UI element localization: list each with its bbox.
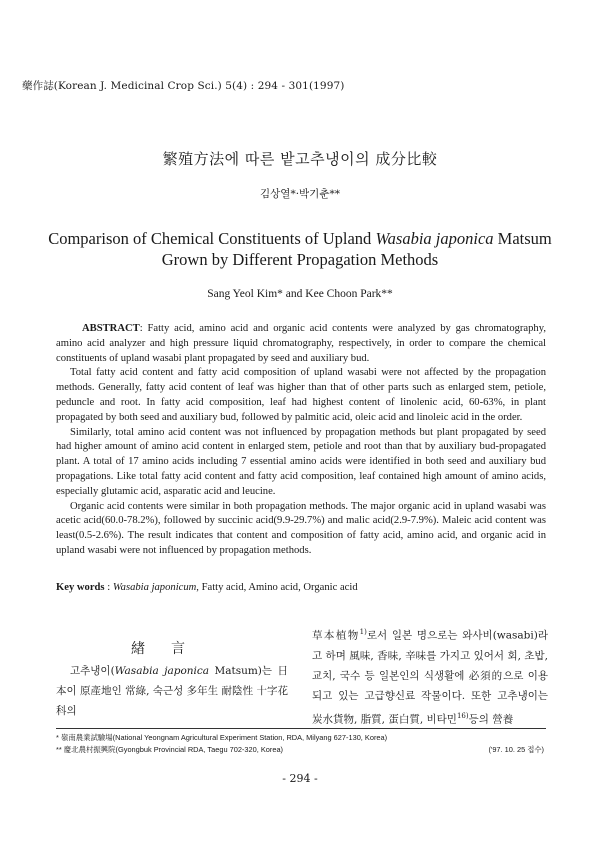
journal-reference: 藥作誌(Korean J. Medicinal Crop Sci.) 5(4) : 294 - 301(1997)	[22, 80, 345, 92]
english-authors: Sang Yeol Kim* and Kee Choon Park**	[207, 288, 393, 300]
intro-left-b: Matsum)는 日本이 原產地인 常綠, 숙근성 多年生 耐陰性 十字花科의	[56, 665, 288, 717]
received-date: ('97. 10. 25 접수)	[488, 745, 544, 754]
intro-right-c: 등의 營養	[468, 713, 514, 725]
abstract-p1-text: : Fatty acid, amino acid and organic acid contents were analyzed by gas chromatography, amino acid analyzer and high pressure liquid chromatography, respectively, in order to compare the chemical constituents of upland wasabi plant propagated by seed and auxiliary bud.	[56, 323, 546, 364]
english-title-species: Wasabia japonica	[375, 229, 494, 248]
citation-1: 1)	[359, 628, 367, 636]
intro-left-column	[56, 661, 288, 721]
intro-left-paragraph	[56, 661, 288, 721]
abstract	[56, 322, 546, 559]
page-number: - 294 -	[282, 772, 318, 785]
footnote-divider	[56, 728, 546, 729]
intro-right-column	[312, 622, 548, 729]
keywords: Key words : Wasabia japonicum, Fatty acid, Amino acid, Organic acid	[56, 582, 358, 593]
english-title-line1-b: Matsum	[493, 229, 552, 248]
intro-right-b: 로서 일본 명으로는 와사비(wasabi)라고 하며 風味, 香味, 辛味를 가지고 있어서 회, 초밥, 교치, 국수 등 일본인의 식생활에 必須的으로 이용되고 있는 고급향신료 작물이다. 또한 고추냉이는 炭水貨物, 脂質, 蛋白質, 비타민	[312, 629, 549, 725]
section-heading-introduction: 緖言	[131, 641, 211, 657]
intro-left-a: 고추냉이(	[70, 665, 115, 677]
english-title-line1-a: Comparison of Chemical Constituents of Upland	[48, 229, 376, 248]
keywords-rest: , Fatty acid, Amino acid, Organic acid	[196, 582, 358, 593]
footnote-affiliation-2: ** 慶北農村振興院(Gyongbuk Provincial RDA, Taegu 702-320, Korea)	[56, 745, 284, 754]
intro-right-a: 草本植物	[312, 629, 360, 642]
abstract-paragraph-3: Similarly, total amino acid content was not influenced by propagation methods but plant propagated by seed had higher amount of amino acid content in enlarged stem, petiole and root than that by auxiliary bud-propagated plant. A total of 17 amino acids including 7 essential amino acids were identified in both seed and auxiliary bud propagations. Like total fatty acid content and fatty acid composition, leaf contained high amount of amino acids, especially glutamic acid, asparatic acid and leucine.	[56, 426, 546, 497]
intro-left-species: Wasabia japonica	[114, 665, 210, 677]
korean-title: 繁殖方法에 따른 밭고추냉이의 成分比較	[162, 150, 438, 168]
abstract-paragraph-1	[56, 322, 546, 366]
korean-authors: 김상열*·박기춘**	[260, 188, 340, 200]
keywords-label: Key words	[56, 582, 105, 593]
abstract-label: ABSTRACT	[82, 323, 140, 334]
keywords-species: Wasabia japonicum	[112, 582, 197, 593]
english-title-line2: Grown by Different Propagation Methods	[161, 250, 439, 269]
abstract-paragraph-2: Total fatty acid content and fatty acid composition of upland wasabi were not affected by the propagation methods. Generally, fatty acid content of leaf was higher than that of other parts such as enlarged stem, petiole, peduncle and root. In fatty acid composition, leaf had highest content of linolenic acid, 60-63%, in plant propagated by both seed and auxiliary bud, followed by palmitic acid, oleic acid and linoleic acid in the order.	[56, 367, 546, 423]
english-title	[0, 228, 600, 270]
intro-right-paragraph	[312, 622, 548, 729]
citation-16: 16)	[456, 711, 469, 720]
footnote-affiliation-1: * 嶺南農業試驗場(National Yeongnam Agricultural Experiment Station, RDA, Milyang 627-130, Korea)	[56, 733, 388, 742]
abstract-paragraph-4: Organic acid contents were similar in both propagation methods. The major organic acid in upland wasabi was acetic acid(60.0-78.2%), followed by succinic acid(9.9-29.7%) and malic acid(2.9-7.9%). Maleic acid content was least(0.5-2.6%). The result indicates that content and composition of fatty acid, amino acid, and organic acid in upland wasabi were not influenced by propagation methods.	[56, 500, 546, 556]
